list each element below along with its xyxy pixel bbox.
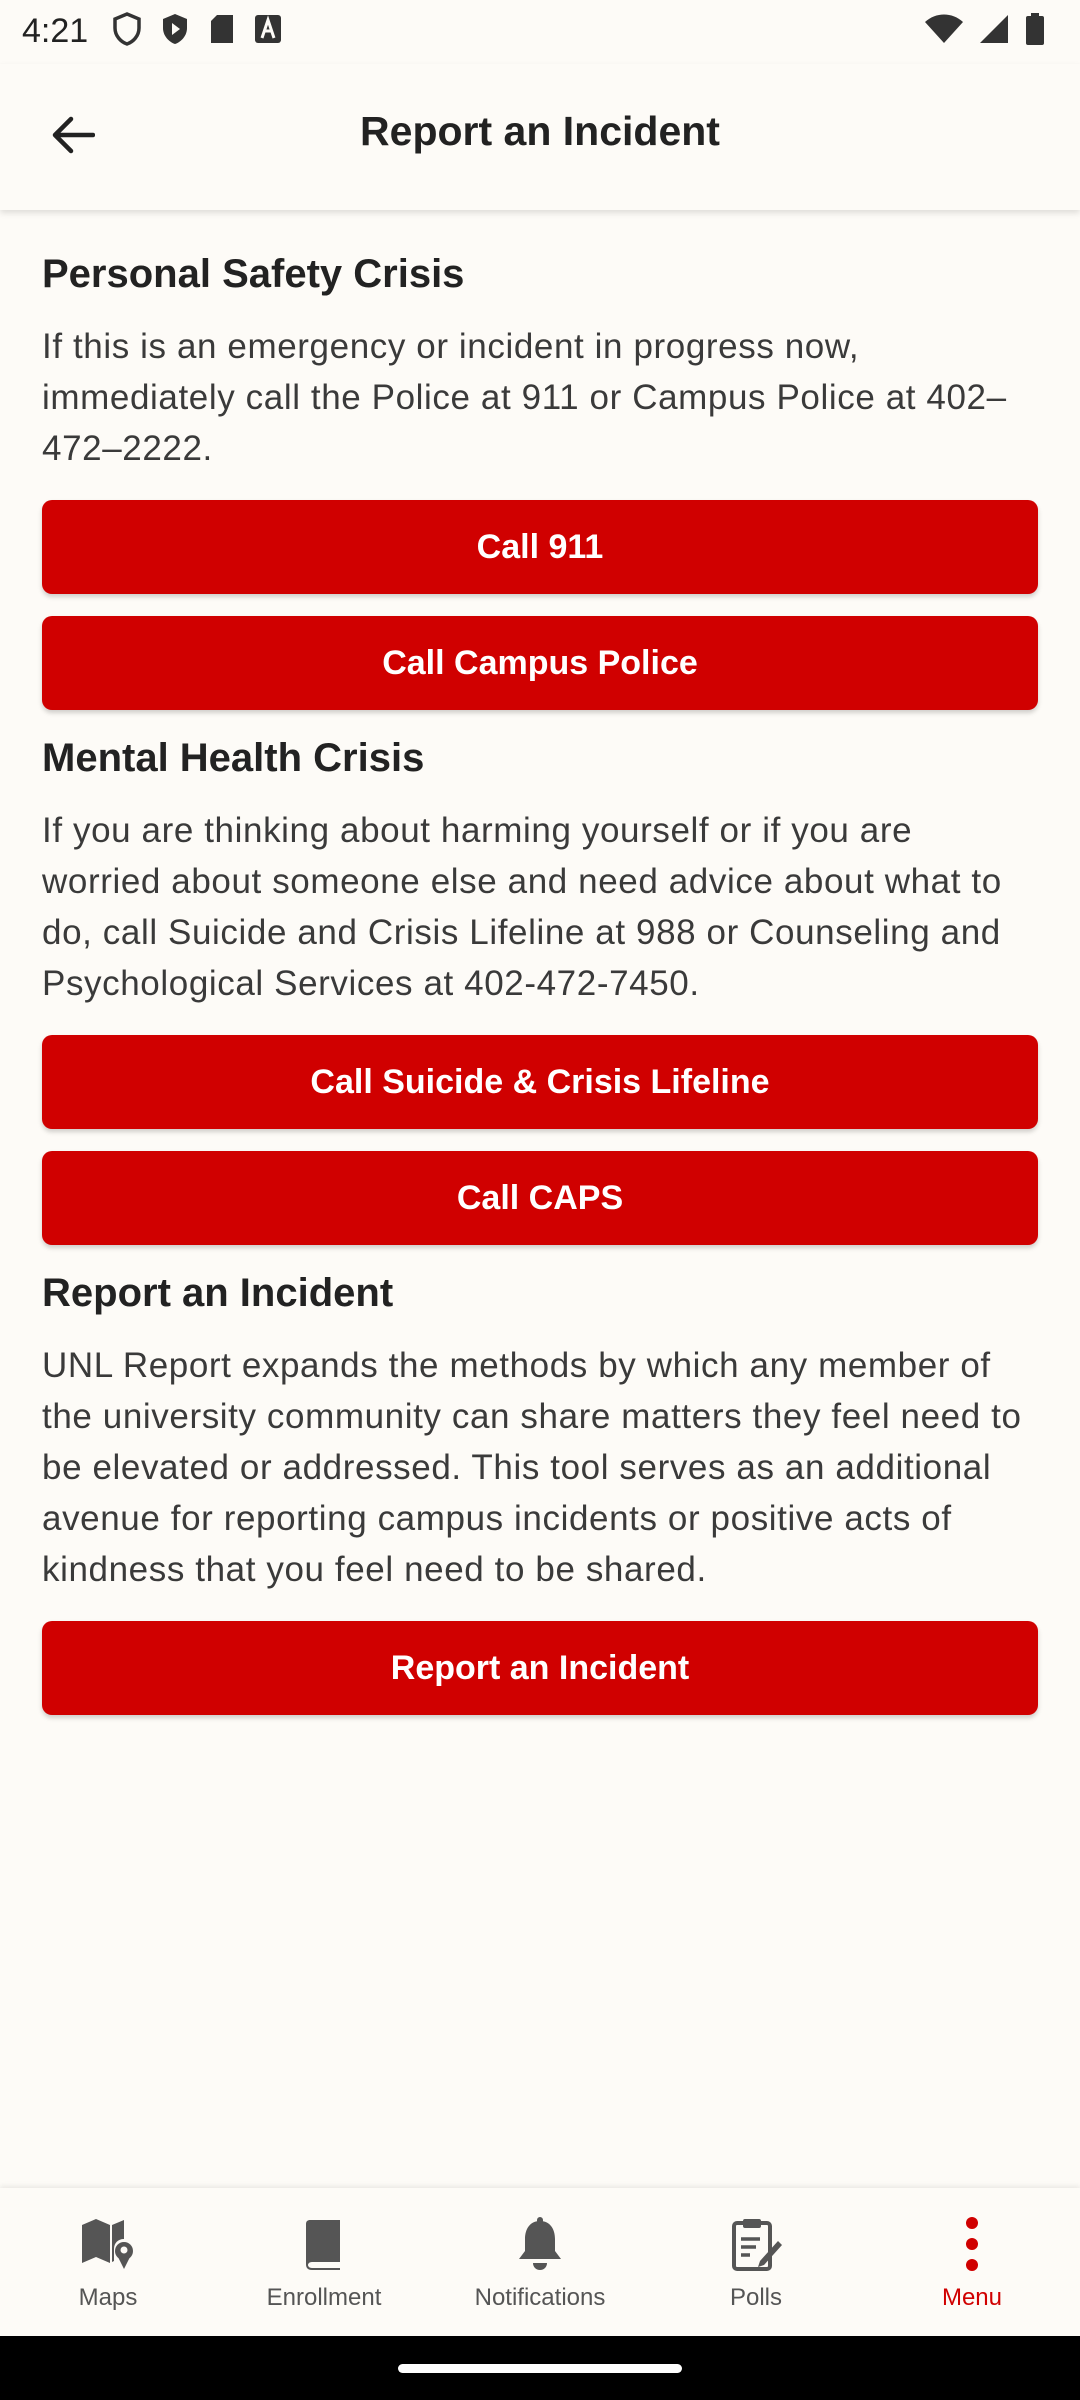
nav-label: Menu <box>941 2284 1003 2311</box>
section-description: If this is an emergency or incident in progress now, immediately call the Police at 911 or Campus Police at 402–472–2222. <box>42 327 1007 468</box>
status-system-icons <box>924 12 1046 46</box>
nav-item-polls[interactable] <box>648 2188 864 2336</box>
home-gesture-handle[interactable] <box>398 2364 682 2373</box>
nav-label: Notifications <box>474 2284 606 2311</box>
font-icon <box>254 14 282 44</box>
section-title: Report an Incident <box>42 1271 394 1315</box>
section-description: If you are thinking about harming yourself or if you are worried about someone else and need advice about what to do, call Suicide and Crisis Lifeline at 988 or Counseling and Psychological Services at 402-472-7450. <box>42 811 1002 1003</box>
nav-label: Enrollment <box>266 2284 382 2311</box>
nav-item-notifications[interactable] <box>432 2188 648 2336</box>
book-icon <box>304 2218 344 2270</box>
status-bar <box>0 0 1080 64</box>
play-protect-icon <box>160 12 190 46</box>
section-report-incident <box>42 1271 1038 1715</box>
nav-label: Maps <box>78 2284 138 2311</box>
report-incident-button[interactable]: Report an Incident <box>42 1621 1038 1715</box>
system-gesture-bar <box>0 2336 1080 2400</box>
call-crisis-lifeline-button[interactable]: Call Suicide & Crisis Lifeline <box>42 1035 1038 1129</box>
section-description: UNL Report expands the methods by which any member of the university community can share matters they feel need to be elevated or addressed. This tool serves as an additional avenue for reporting campus incidents or positive acts of kindness that you feel need to be shared. <box>42 1346 1022 1589</box>
sd-card-icon <box>208 13 236 45</box>
section-personal-safety <box>42 252 1038 710</box>
content <box>42 252 1038 1741</box>
nav-item-maps[interactable] <box>0 2188 216 2336</box>
status-notification-icons <box>112 12 282 46</box>
call-caps-button[interactable]: Call CAPS <box>42 1151 1038 1245</box>
poll-icon <box>730 2217 782 2271</box>
nav-item-menu[interactable] <box>864 2188 1080 2336</box>
bell-icon <box>516 2217 564 2271</box>
map-icon <box>80 2217 136 2271</box>
call-campus-police-button[interactable]: Call Campus Police <box>42 616 1038 710</box>
section-mental-health <box>42 736 1038 1245</box>
wifi-icon <box>924 13 964 45</box>
bottom-navigation <box>0 2188 1080 2336</box>
page-title: Report an Incident <box>360 108 720 154</box>
call-911-button[interactable]: Call 911 <box>42 500 1038 594</box>
signal-icon <box>978 13 1010 45</box>
nav-item-enrollment[interactable] <box>216 2188 432 2336</box>
battery-icon <box>1024 12 1046 46</box>
shield-icon <box>112 12 142 46</box>
section-title: Personal Safety Crisis <box>42 252 465 296</box>
section-title: Mental Health Crisis <box>42 736 425 780</box>
app-bar <box>0 64 1080 210</box>
more-vert-icon <box>962 2216 982 2272</box>
status-time: 4:21 <box>22 12 89 50</box>
nav-label: Polls <box>729 2284 783 2311</box>
